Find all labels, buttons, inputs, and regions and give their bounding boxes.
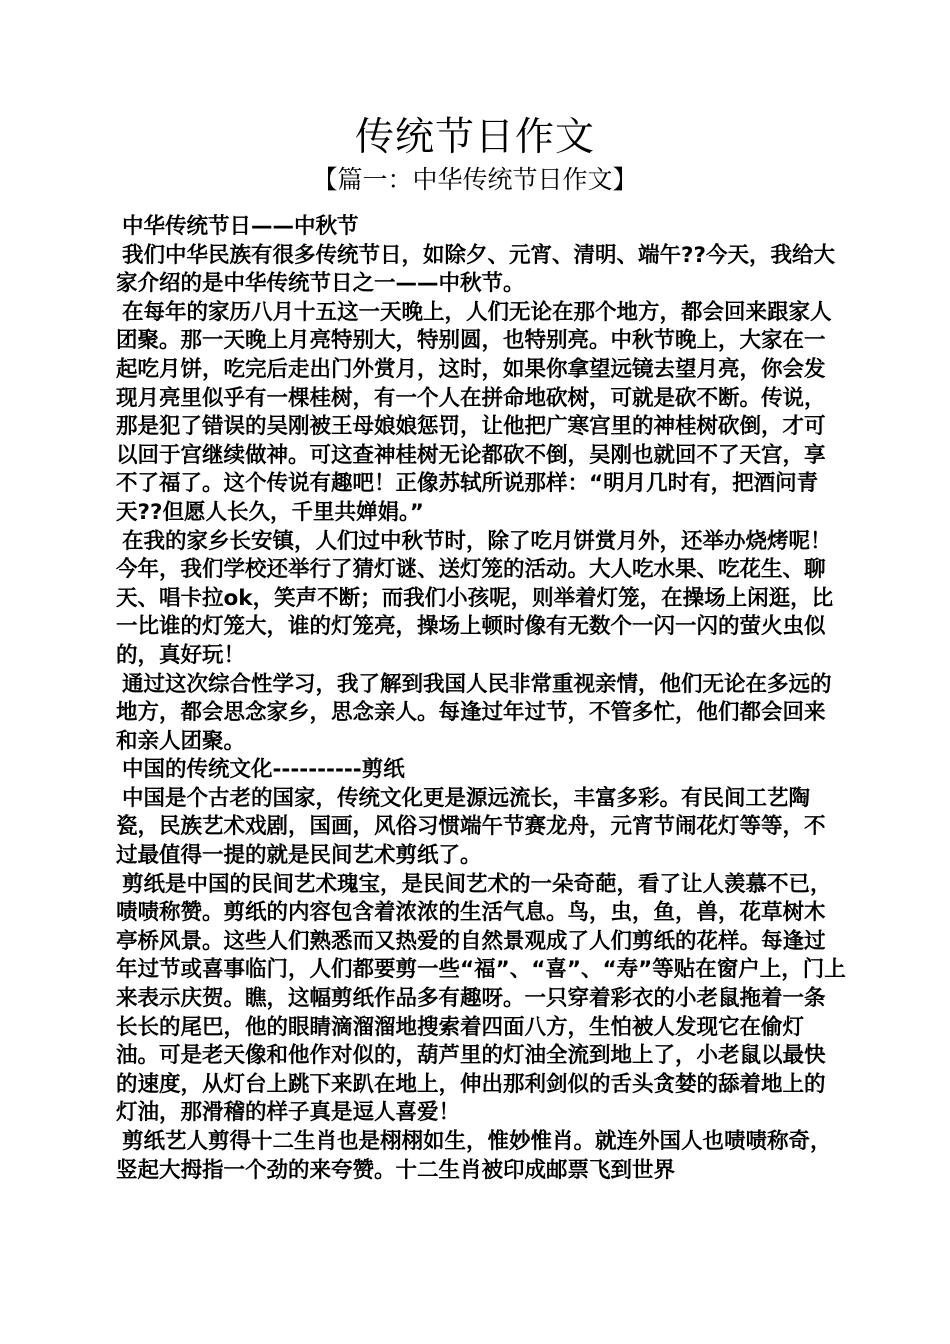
paragraph: 中国是个古老的国家，传统文化更是源远流长，丰富多彩。有民间工艺陶瓷，民族艺术戏剧，国画，风俗习惯端午节赛龙舟，元宵节闹花灯等等，不过最值得一提的就是民间艺术剪纸了。 bbox=[116, 785, 826, 869]
paragraph: 剪纸是中国的民间艺术瑰宝，是民间艺术的一朵奇葩，看了让人羡慕不已，啧啧称赞。剪纸的内容包含着浓浓的生活气息。鸟，虫，鱼，兽，花草树木亭桥风景。这些人们熟悉而又热爱的自然景观成了人们剪纸的花样。每逢过年过节或喜事临门，人们都要剪一些“福”、“喜”、“寿”等贴在窗户上，门上来表示庆贺。瞧，这幅剪纸作品多有趣呀。一只穿着彩衣的小老鼠拖着一条长长的尾巴，他的眼睛滴溜溜地搜索着四面八方，生怕被人发现它在偷灯油。可是老天像和他作对似的，葫芦里的灯油全流到地上了，小老鼠以最快的速度，从灯台上跳下来趴在地上，伸出那利剑似的舌头贪婪的舔着地上的灯油，那滑稽的样子真是逗人喜爱！ bbox=[116, 871, 846, 1126]
paragraph: 在我的家乡长安镇，人们过中秋节时，除了吃月饼赏月外，还举办烧烤呢！今年，我们学校还举行了猜灯谜、送灯笼的活动。大人吃水果、吃花生、聊天、唱卡拉ok，笑声不断；而我们小孩呢，则举着灯笼，在操场上闲逛，比一比谁的灯笼大，谁的灯笼亮，操场上顿时像有无数个一闪一闪的萤火虫似的，真好玩！ bbox=[116, 528, 834, 668]
document-subtitle: 【篇一：中华传统节日作文】 bbox=[312, 165, 638, 194]
document-body bbox=[116, 213, 846, 1185]
paragraph: 剪纸艺人剪得十二生肖也是栩栩如生，惟妙惟肖。就连外国人也啧啧称奇，竖起大拇指一个劲的来夸赞。十二生肖被印成邮票飞到世界 bbox=[116, 1129, 832, 1183]
section-heading-paper-cutting: 中国的传统文化----------剪纸 bbox=[122, 757, 405, 783]
paragraph: 我们中华民族有很多传统节日，如除夕、元宵、清明、端午??今天，我给大家介绍的是中华传统节日之一——中秋节。 bbox=[116, 242, 835, 297]
paragraph: 通过这次综合性学习，我了解到我国人民非常重视亲情，他们无论在多远的地方，都会思念家乡，思念亲人。每逢过年过节，不管多忙，他们都会回来和亲人团聚。 bbox=[116, 671, 832, 754]
section-heading-mid-autumn: 中华传统节日——中秋节 bbox=[122, 214, 359, 239]
paragraph: 在每年的家历八月十五这一天晚上，人们无论在那个地方，都会回来跟家人团聚。那一天晚上月亮特别大，特别圆，也特别亮。中秋节晚上，大家在一起吃月饼，吃完后走出门外赏月，这时，如果你拿望远镜去望月亮，你会发现月亮里似乎有一棵桂树，有一个人在拼命地砍树，可就是砍不断。传说，那是犯了错误的吴刚被王母娘娘惩罚，让他把广寒宫里的神桂树砍倒，才可以回于宫继续做神。可这查神桂树无论都砍不倒，吴刚也就回不了天宫，享不了福了。这个传说有趣吧！正像苏轼所说那样：“明月几时有，把酒问青天??但愿人长久，千里共婵娟。” bbox=[116, 299, 832, 525]
document-title: 传统节日作文 bbox=[354, 115, 595, 160]
